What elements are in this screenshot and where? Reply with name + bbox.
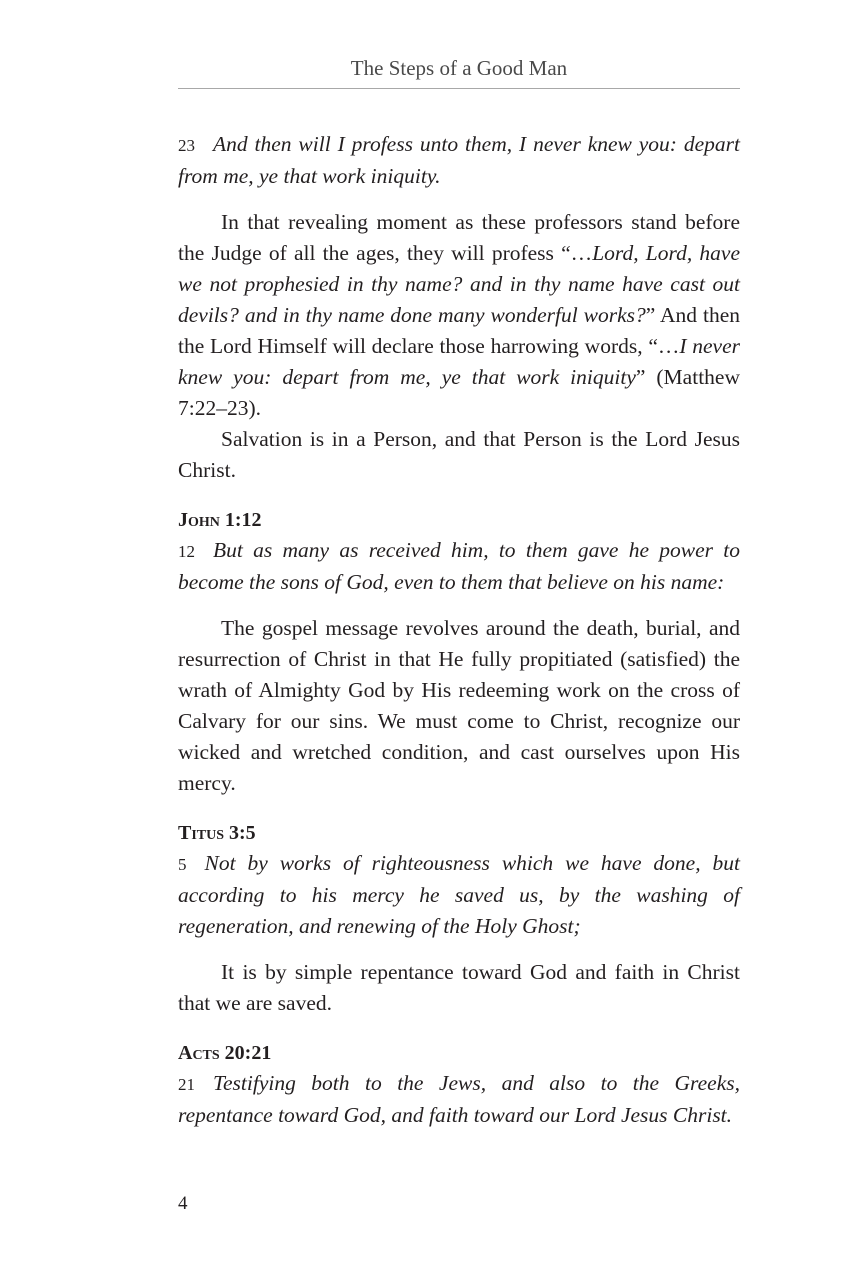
para-text: In that revealing moment as these professors stand before the Judge of all the ages, they will profess “… — [178, 210, 740, 265]
paragraph-salvation: Salvation is in a Person, and that Person is the Lord Jesus Christ. — [178, 427, 740, 482]
verse-titus-3-5 — [178, 848, 740, 942]
verse-text: And then will I profess unto them, I never knew you: depart from me, ye that work iniquity. — [178, 132, 740, 188]
paragraph-repentance: It is by simple repentance toward God and faith in Christ that we are saved. — [178, 960, 740, 1015]
verse-number: 5 — [178, 855, 187, 874]
running-header: The Steps of a Good Man — [350, 56, 568, 80]
paragraph-gospel: The gospel message revolves around the death, burial, and resurrection of Christ in that He fully propitiated (satisfied) the wrath of Almighty God by His redeeming work on the cross of Calvary for our sins. We must come to Christ, recognize our wicked and wretched condition, and cast ourselves upon His mercy. — [178, 616, 740, 795]
para-text: ” (Matthew 7:22–23). — [178, 365, 740, 420]
quote-italic: I never knew you: depart from me, ye that work iniquity — [178, 334, 741, 389]
verse-acts-20-21 — [178, 1068, 740, 1131]
verse-john-1-12 — [178, 535, 740, 598]
verse-number: 21 — [178, 1075, 195, 1094]
paragraph-judgment — [178, 207, 740, 424]
verse-matthew-7-23 — [178, 129, 740, 192]
scripture-reference-john: John 1:12 — [178, 509, 262, 531]
header-rule — [178, 88, 740, 89]
scripture-reference-acts: Acts 20:21 — [178, 1042, 272, 1064]
verse-text: Testifying both to the Jews, and also to the Greeks, repentance toward God, and faith toward our Lord Jesus Christ. — [178, 1071, 740, 1127]
verse-text: Not by works of righteousness which we have done, but according to his mercy he saved us, by the washing of regeneration, and renewing of the Holy Ghost; — [178, 851, 740, 938]
verse-number: 23 — [178, 136, 195, 155]
page-body — [178, 129, 740, 1131]
quote-italic: Lord, Lord, have we not prophesied in thy name? and in thy name have cast out devils? and in thy name done many wonderful works? — [178, 241, 740, 327]
para-text: ” And then the Lord Himself will declare those harrowing words, “… — [178, 303, 740, 358]
verse-text: But as many as received him, to them gave he power to become the sons of God, even to them that believe on his name: — [178, 538, 740, 594]
scripture-reference-titus: Titus 3:5 — [178, 822, 256, 844]
page-number: 4 — [178, 1193, 188, 1214]
verse-number: 12 — [178, 542, 195, 561]
